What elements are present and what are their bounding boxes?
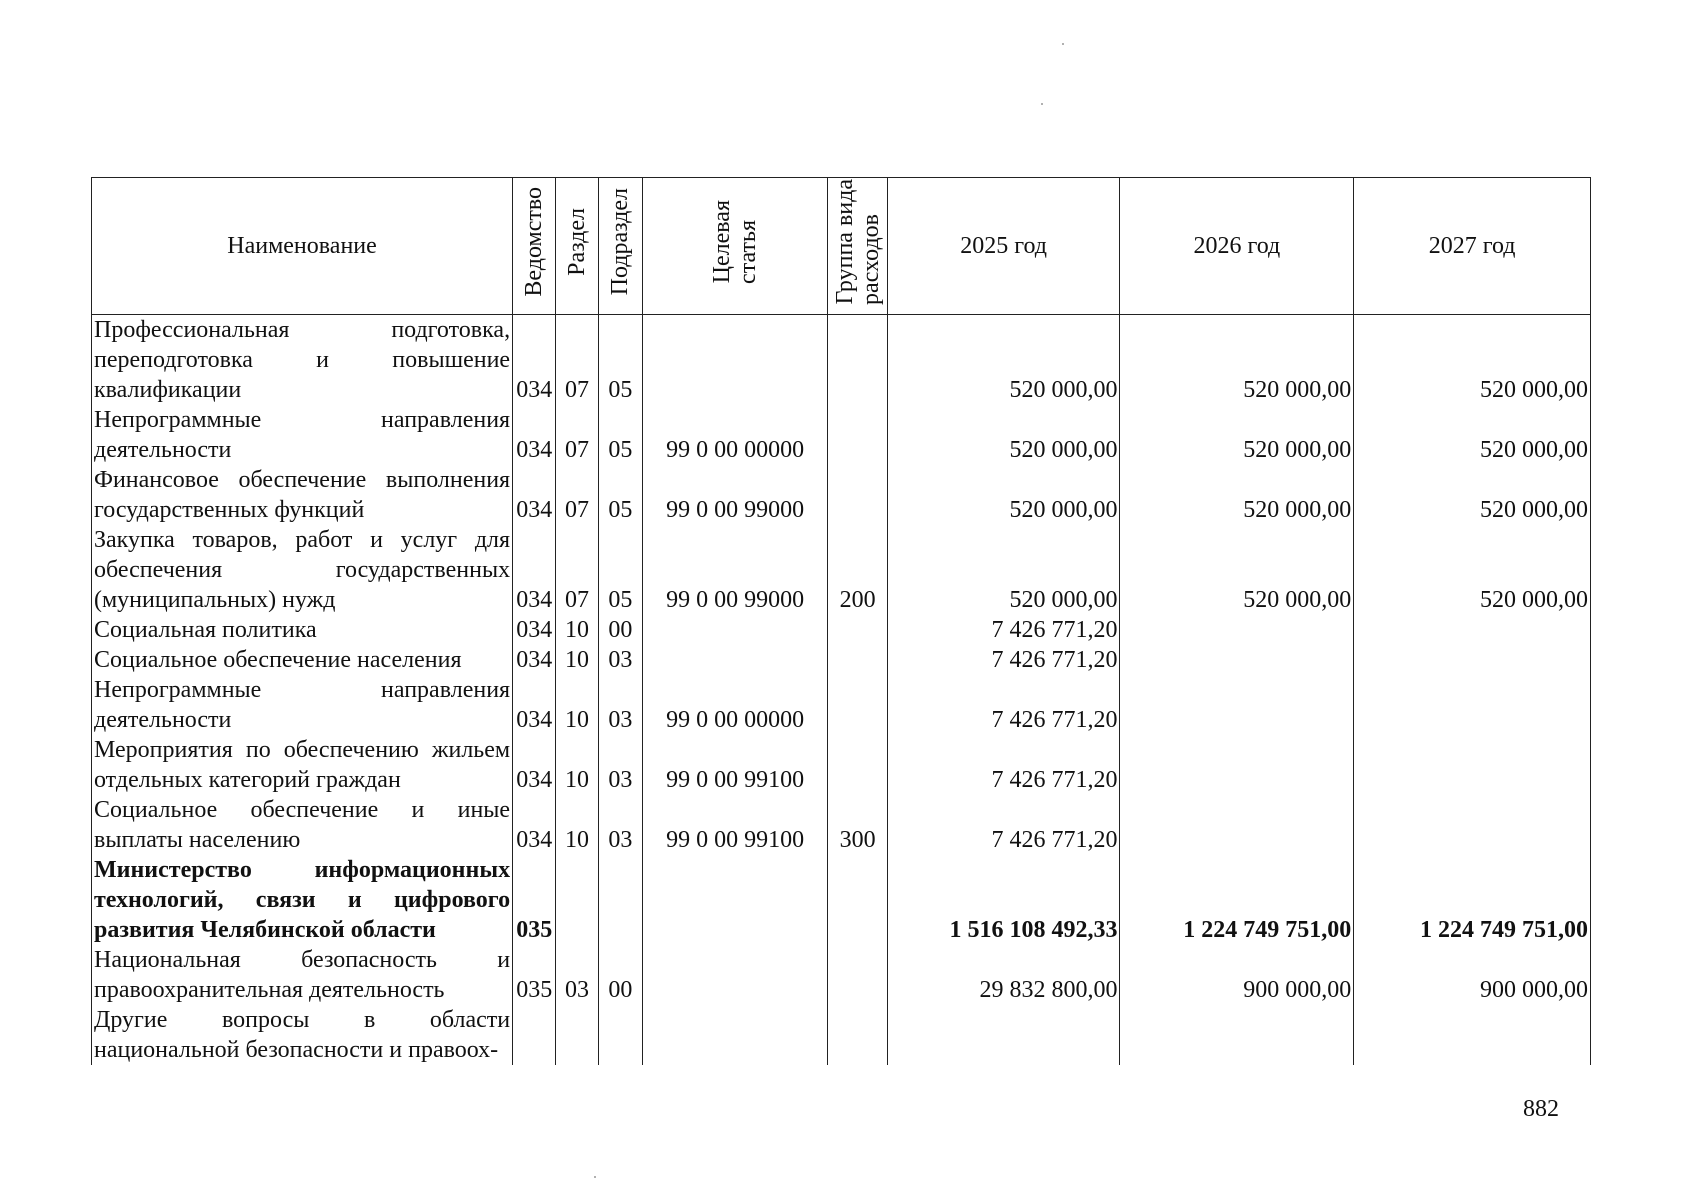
cell-podrazdel: 00 [598, 615, 642, 645]
cell-year-2026 [1120, 735, 1354, 795]
table-row [92, 735, 1591, 795]
cell-name: Министерство информационных технологий, связи и цифрового развития Челябинской области [92, 855, 513, 945]
cell-podrazdel: 03 [598, 735, 642, 795]
cell-celevaya-statya: 99 0 00 99000 [643, 525, 828, 615]
cell-name: Непрограммные направления деятельности [92, 675, 513, 735]
cell-podrazdel: 03 [598, 645, 642, 675]
cell-celevaya-statya [643, 645, 828, 675]
cell-razdel: 10 [556, 675, 598, 735]
cell-gruppa-rashodov [828, 405, 887, 465]
cell-vedomstvo: 034 [513, 315, 556, 406]
cell-year-2026: 520 000,00 [1120, 525, 1354, 615]
cell-vedomstvo: 034 [513, 525, 556, 615]
table-body [92, 315, 1591, 1066]
cell-year-2027: 520 000,00 [1354, 465, 1591, 525]
cell-celevaya-statya [643, 855, 828, 945]
page-number: 882 [1523, 1096, 1559, 1122]
cell-vedomstvo: 035 [513, 855, 556, 945]
cell-vedomstvo: 034 [513, 645, 556, 675]
cell-razdel: 07 [556, 465, 598, 525]
cell-name: Финансовое обеспечение выполнения государственных функций [92, 465, 513, 525]
header-vedomstvo: Ведомство [513, 178, 556, 315]
cell-gruppa-rashodov [828, 1005, 887, 1065]
cell-podrazdel: 05 [598, 405, 642, 465]
cell-podrazdel: 05 [598, 525, 642, 615]
cell-name: Непрограммные направления деятельности [92, 405, 513, 465]
header-year-2026: 2026 год [1120, 178, 1354, 315]
cell-razdel: 03 [556, 945, 598, 1005]
cell-year-2025: 1 516 108 492,33 [887, 855, 1120, 945]
cell-gruppa-rashodov [828, 855, 887, 945]
cell-vedomstvo: 035 [513, 945, 556, 1005]
cell-razdel: 10 [556, 795, 598, 855]
cell-podrazdel: 03 [598, 675, 642, 735]
cell-year-2025 [887, 1005, 1120, 1065]
cell-year-2026: 900 000,00 [1120, 945, 1354, 1005]
cell-celevaya-statya: 99 0 00 00000 [643, 405, 828, 465]
scan-speck [1062, 43, 1064, 45]
cell-year-2026: 520 000,00 [1120, 315, 1354, 406]
table-row [92, 405, 1591, 465]
cell-gruppa-rashodov: 300 [828, 795, 887, 855]
cell-year-2027: 1 224 749 751,00 [1354, 855, 1591, 945]
cell-name: Национальная безопасность и правоохранительная деятельность [92, 945, 513, 1005]
cell-year-2025: 520 000,00 [887, 465, 1120, 525]
table-row [92, 465, 1591, 525]
cell-year-2027 [1354, 645, 1591, 675]
cell-razdel: 07 [556, 315, 598, 406]
header-celevaya-statya: Целеваястатья [643, 178, 828, 315]
cell-razdel: 10 [556, 645, 598, 675]
cell-gruppa-rashodov [828, 645, 887, 675]
cell-year-2026: 520 000,00 [1120, 465, 1354, 525]
cell-gruppa-rashodov [828, 465, 887, 525]
cell-vedomstvo: 034 [513, 405, 556, 465]
cell-year-2026 [1120, 795, 1354, 855]
cell-name: Мероприятия по обеспечению жильем отдельных категорий граждан [92, 735, 513, 795]
cell-year-2026 [1120, 615, 1354, 645]
cell-year-2025: 7 426 771,20 [887, 615, 1120, 645]
cell-year-2025: 7 426 771,20 [887, 735, 1120, 795]
table-row [92, 945, 1591, 1005]
cell-razdel [556, 855, 598, 945]
cell-year-2027 [1354, 615, 1591, 645]
cell-podrazdel: 05 [598, 315, 642, 406]
cell-celevaya-statya [643, 1005, 828, 1065]
cell-podrazdel [598, 1005, 642, 1065]
cell-gruppa-rashodov [828, 615, 887, 645]
cell-name: Профессиональная подготовка, переподготовка и повышение квалификации [92, 315, 513, 406]
table-row [92, 615, 1591, 645]
table-header-row [92, 178, 1591, 315]
table-row [92, 1005, 1591, 1065]
cell-gruppa-rashodov: 200 [828, 525, 887, 615]
cell-name: Социальное обеспечение и иные выплаты населению [92, 795, 513, 855]
scan-speck [1041, 103, 1043, 105]
cell-year-2027: 520 000,00 [1354, 315, 1591, 406]
cell-year-2027 [1354, 795, 1591, 855]
cell-celevaya-statya: 99 0 00 99100 [643, 795, 828, 855]
cell-celevaya-statya: 99 0 00 99100 [643, 735, 828, 795]
table-row [92, 525, 1591, 615]
cell-podrazdel: 03 [598, 795, 642, 855]
cell-celevaya-statya: 99 0 00 99000 [643, 465, 828, 525]
cell-year-2027 [1354, 675, 1591, 735]
budget-table [91, 177, 1591, 1065]
cell-year-2025: 520 000,00 [887, 315, 1120, 406]
cell-gruppa-rashodov [828, 675, 887, 735]
cell-year-2025: 7 426 771,20 [887, 675, 1120, 735]
cell-year-2025: 29 832 800,00 [887, 945, 1120, 1005]
cell-celevaya-statya [643, 615, 828, 645]
cell-gruppa-rashodov [828, 315, 887, 406]
header-razdel: Раздел [556, 178, 598, 315]
cell-gruppa-rashodov [828, 735, 887, 795]
cell-vedomstvo: 034 [513, 795, 556, 855]
cell-podrazdel [598, 855, 642, 945]
cell-year-2027 [1354, 735, 1591, 795]
cell-vedomstvo: 034 [513, 465, 556, 525]
table-row [92, 855, 1591, 945]
cell-gruppa-rashodov [828, 945, 887, 1005]
cell-vedomstvo: 034 [513, 615, 556, 645]
header-year-2025: 2025 год [887, 178, 1120, 315]
cell-year-2026 [1120, 1005, 1354, 1065]
cell-razdel: 07 [556, 405, 598, 465]
cell-podrazdel: 00 [598, 945, 642, 1005]
cell-year-2027: 520 000,00 [1354, 525, 1591, 615]
cell-name: Социальная политика [92, 615, 513, 645]
cell-year-2026 [1120, 645, 1354, 675]
table-row [92, 675, 1591, 735]
cell-year-2026: 520 000,00 [1120, 405, 1354, 465]
cell-name: Другие вопросы в области национальной безопасности и правоох- [92, 1005, 513, 1065]
header-year-2027: 2027 год [1354, 178, 1591, 315]
cell-razdel: 07 [556, 525, 598, 615]
cell-year-2027 [1354, 1005, 1591, 1065]
cell-celevaya-statya: 99 0 00 00000 [643, 675, 828, 735]
cell-vedomstvo [513, 1005, 556, 1065]
cell-vedomstvo: 034 [513, 675, 556, 735]
cell-podrazdel: 05 [598, 465, 642, 525]
table-row [92, 315, 1591, 406]
cell-name: Социальное обеспечение населения [92, 645, 513, 675]
cell-razdel [556, 1005, 598, 1065]
scan-speck [594, 1176, 596, 1178]
cell-razdel: 10 [556, 735, 598, 795]
cell-year-2025: 7 426 771,20 [887, 645, 1120, 675]
cell-celevaya-statya [643, 315, 828, 406]
cell-year-2026 [1120, 675, 1354, 735]
cell-year-2025: 520 000,00 [887, 405, 1120, 465]
table-row [92, 795, 1591, 855]
cell-year-2027: 520 000,00 [1354, 405, 1591, 465]
cell-name: Закупка товаров, работ и услуг для обеспечения государственных (муниципальных) нужд [92, 525, 513, 615]
cell-vedomstvo: 034 [513, 735, 556, 795]
cell-year-2025: 7 426 771,20 [887, 795, 1120, 855]
cell-year-2026: 1 224 749 751,00 [1120, 855, 1354, 945]
header-podrazdel: Подраздел [598, 178, 642, 315]
header-gruppa-vida-rashodov: Группа видарасходов [828, 178, 887, 315]
header-name: Наименование [92, 178, 513, 315]
table-row [92, 645, 1591, 675]
cell-razdel: 10 [556, 615, 598, 645]
cell-year-2025: 520 000,00 [887, 525, 1120, 615]
cell-year-2027: 900 000,00 [1354, 945, 1591, 1005]
cell-celevaya-statya [643, 945, 828, 1005]
